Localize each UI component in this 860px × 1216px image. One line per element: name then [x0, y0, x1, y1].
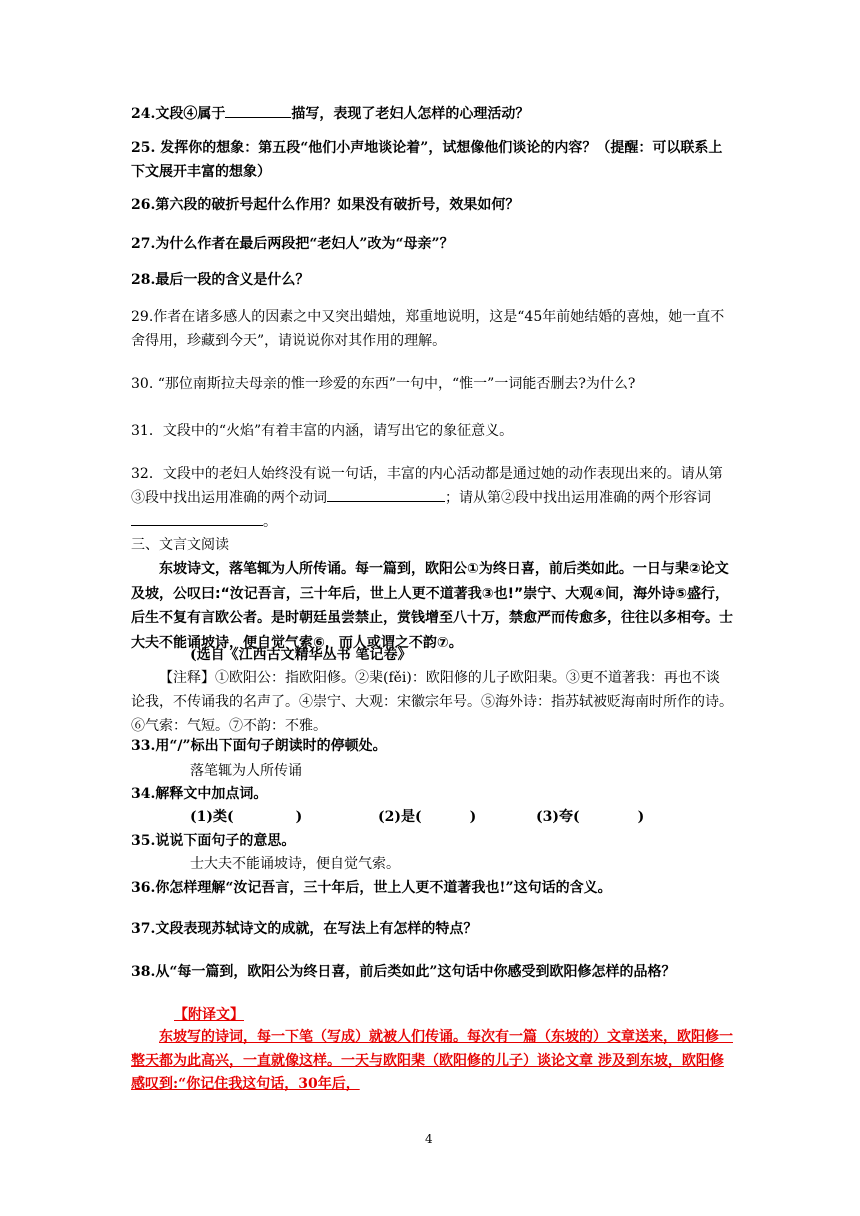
question-37: 37.文段表现苏轼诗文的成就，在写法上有怎样的特点？	[131, 921, 478, 937]
answer-blank[interactable]	[327, 487, 445, 502]
question-38: 38.从“每一篇到，欧阳公为终日喜，前后类如此”这句话中你感受到欧阳修怎样的品格？	[131, 964, 676, 980]
section-heading: 三、文言文阅读	[131, 537, 229, 553]
answer-blank[interactable]	[131, 511, 263, 526]
question-35: 35.说说下面句子的意思。	[131, 833, 296, 849]
q33-sentence: 落笔辄为人所传诵	[190, 763, 302, 779]
passage-source: (选自《江西古文精华丛书 笔记卷》	[190, 647, 412, 663]
question-26: 26.第六段的破折号起什么作用？如果没有破折号，效果如何？	[131, 197, 520, 213]
question-30: 30. “那位南斯拉夫母亲的惟一珍爱的东西”一句中，“惟一”一词能否删去?为什么?	[131, 376, 636, 392]
question-24: 24.文段④属于 描写，表现了老妇人怎样的心理活动？	[131, 102, 731, 126]
q34-item-1: (1)类( )	[190, 809, 303, 825]
question-25: 25. 发挥你的想象：第五段“他们小声地谈论着”，试想像他们谈论的内容？（提醒：可以联系上下文展开丰富的想象）	[131, 140, 723, 180]
page-number: 4	[425, 1132, 433, 1146]
q35-sentence: 士大夫不能诵坡诗，便自觉气索。	[190, 856, 400, 872]
annotation-notes: 【注释】①欧阳公：指欧阳修。②棐(fěi)：欧阳修的儿子欧阳棐。③更不道著我：再也不谈论我，不传诵我的名声了。④崇宁、大观：宋徽宗年号。⑤海外诗：指苏轼被贬海南时所作的诗。⑥气索：气短。⑦不韵：不雅。	[131, 670, 733, 734]
question-33: 33.用“/”标出下面句子朗读时的停顿处。	[131, 738, 387, 754]
question-34: 34.解释文中加点词。	[131, 786, 268, 802]
translation-text: 东坡写的诗词，每一下笔（写成）就被人们传诵。每次有一篇（东坡的）文章送来，欧阳修一整天都为此高兴，一直就像这样。一天与欧阳棐（欧阳修的儿子）谈论文章 涉及到东坡，欧阳修感叹到:“你记住我这句话，30年后，	[131, 1029, 733, 1092]
question-31: 31．文段中的“火焰”有着丰富的内涵，请写出它的象征意义。	[131, 423, 514, 439]
translation-heading: 【附译文】	[174, 1007, 244, 1023]
question-32: 32．文段中的老妇人始终没有说一句话，丰富的内心活动都是通过她的动作表现出来的。请从第③段中找出运用准确的两个动词 ；请从第②段中找出运用准确的两个形容词。	[131, 466, 723, 530]
question-28: 28.最后一段的含义是什么？	[131, 272, 310, 288]
question-29: 29.作者在诸多感人的因素之中又突出蜡烛，郑重地说明，这是“45年前她结婚的喜烛，她一直不舍得用，珍藏到今天”，请说说你对其作用的理解。	[131, 309, 725, 349]
q34-item-2: (2)是( )	[378, 809, 477, 825]
q34-item-3: (3)夸( )	[536, 809, 645, 825]
question-27: 27.为什么作者在最后两段把“老妇人”改为“母亲”？	[131, 236, 454, 252]
classical-passage: 东坡诗文，落笔辄为人所传诵。每一篇到，欧阳公①为终日喜，前后类如此。一日与棐②论文及坡，公叹曰:“汝记吾言，三十年后，世上人更不道著我③也!”崇宁、大观④间，海外诗⑤盛行，后生不复有言欧公者。是时朝廷虽尝禁止，赏钱增至八十万，禁愈严而传愈多，往往以多相夸。士大夫不能诵坡诗，便自觉气索⑥，而人或谓之不韵⑦。	[131, 561, 733, 651]
answer-blank[interactable]	[225, 103, 291, 118]
question-36: 36.你怎样理解“汝记吾言，三十年后，世上人更不道著我也!”这句话的含义。	[131, 880, 612, 896]
